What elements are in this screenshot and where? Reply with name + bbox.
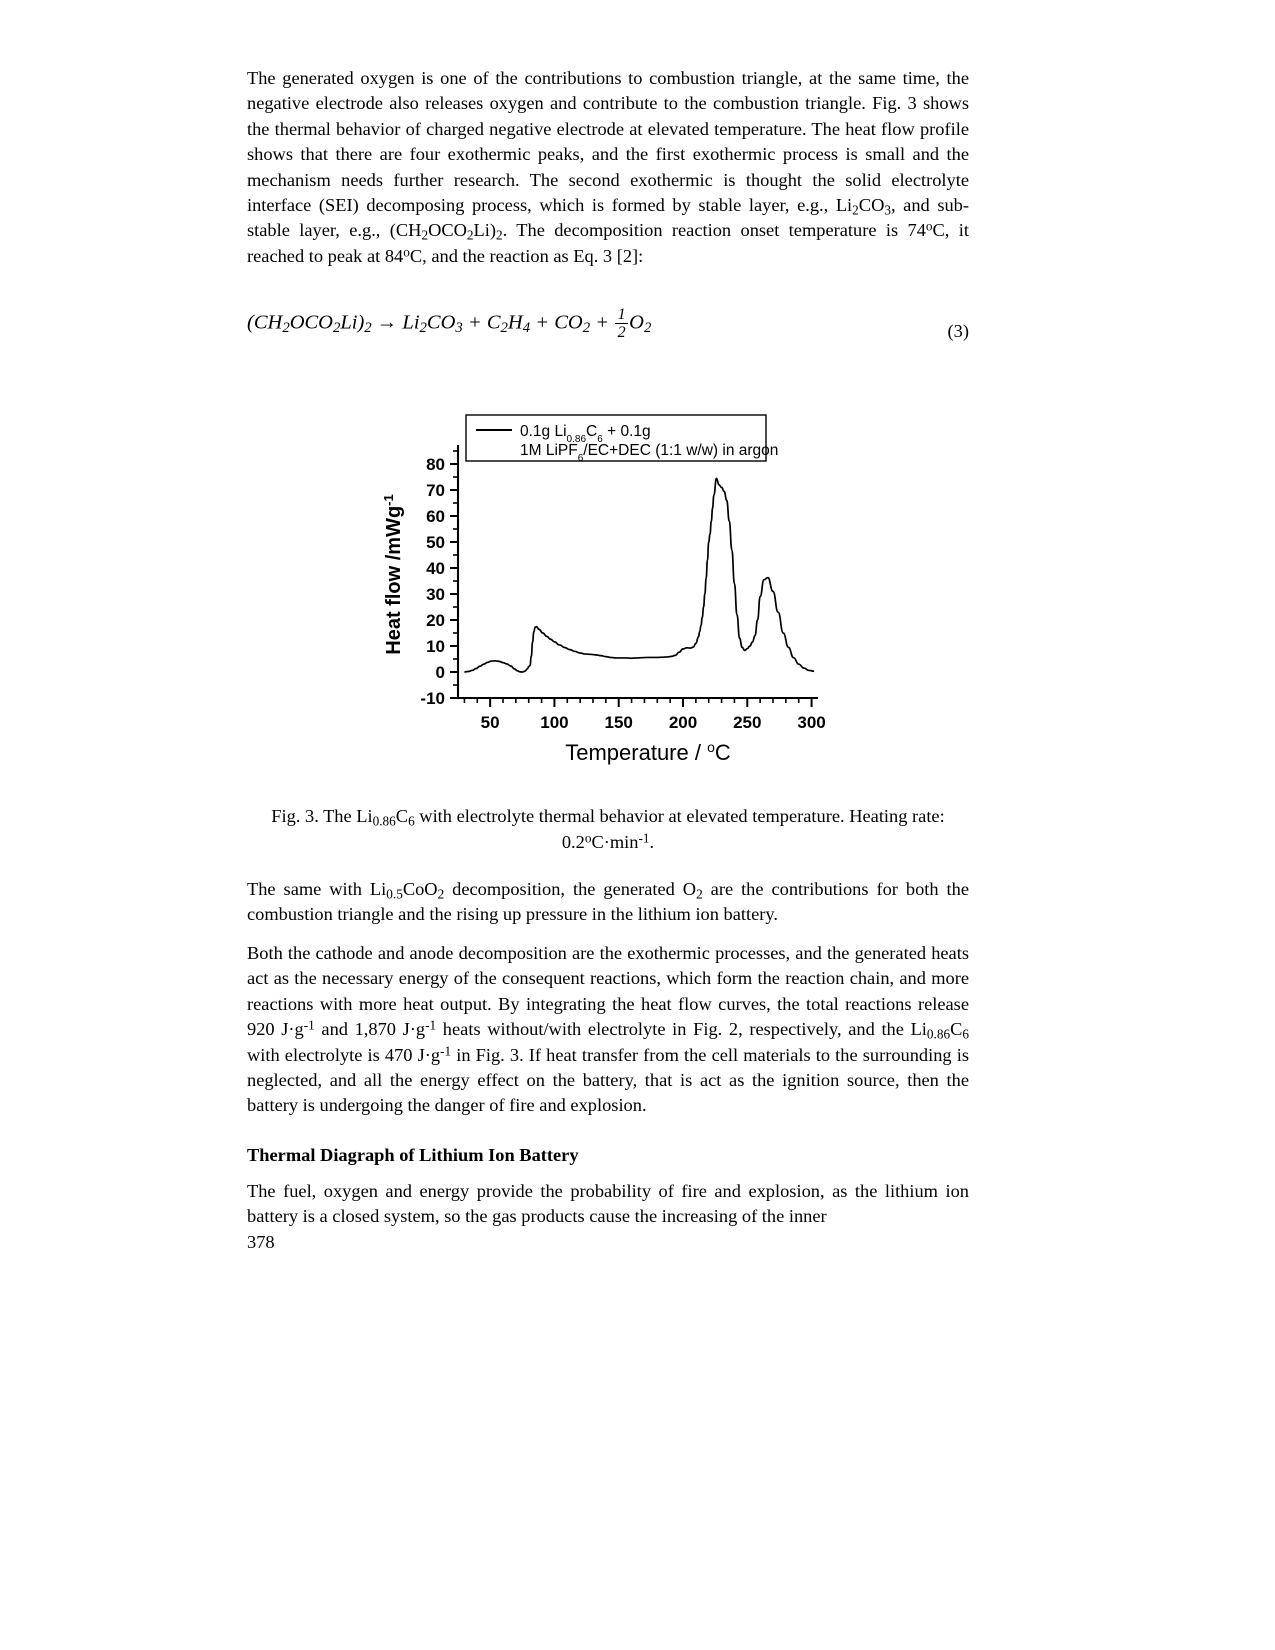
y-tick-label: 70 — [426, 481, 445, 501]
p1-sub-a: 2 — [852, 202, 859, 218]
p2-text-d: are the contributions for both the combustion triangle and the rising up pressure in the lithium ion battery. — [247, 879, 969, 925]
y-axis-title — [381, 495, 406, 655]
y-tick-label: 50 — [426, 533, 445, 553]
y-tick-label: -10 — [420, 689, 445, 709]
eq-p3: CO — [554, 311, 583, 334]
p3-sup-a: -1 — [303, 1017, 315, 1033]
p1-sub-e: 2 — [496, 227, 503, 243]
eq-frac-numerator: 1 — [617, 306, 626, 324]
x-tick-label: 250 — [733, 713, 762, 733]
p1-sup-b: o — [403, 244, 410, 260]
paragraph-3 — [247, 941, 969, 1119]
p1-sup-a: o — [925, 218, 933, 234]
p1-sub-d: 2 — [466, 227, 474, 243]
eq-p3-sub: 2 — [582, 320, 591, 337]
equation-row — [247, 307, 969, 365]
eq-p2-sub2: 4 — [522, 320, 531, 337]
paragraph-2 — [247, 877, 969, 928]
x-axis-title: Temperature / $^o$C — [565, 739, 731, 766]
eq-fraction-half — [615, 307, 628, 340]
p1-sub-b: 3 — [884, 202, 891, 218]
x-tick-label: 300 — [797, 713, 826, 733]
equation-3 — [247, 307, 651, 340]
heat-flow-curve — [464, 479, 814, 673]
eq-plus1: + — [467, 311, 482, 334]
p2-sub-a: 0.5 — [386, 886, 403, 902]
paragraph-4: The fuel, oxygen and energy provide the probability of fire and explosion, as the lithium ion battery is a closed system, so the gas products cause the increasing of the inner — [247, 1180, 969, 1227]
caption-text-b: C — [395, 806, 409, 827]
x-tick-label: 200 — [668, 713, 698, 733]
p1-text-c: , and sub-stable layer, e.g., (CH — [247, 195, 969, 241]
eq-p2b: H — [507, 311, 523, 334]
p2-text-b: CoO — [402, 879, 438, 900]
y-tick-label: 20 — [426, 611, 445, 631]
svg-text:Heat flow /mWg-1: Heat flow /mWg$^{-1}$ — [380, 494, 405, 655]
eq-p1b: CO — [426, 311, 456, 334]
page-number: 378 — [247, 1232, 275, 1252]
y-tick-label: 40 — [426, 559, 445, 579]
p3-sub-a: 0.86 — [926, 1026, 951, 1042]
p2-sub-b: 2 — [437, 886, 445, 902]
caption-text-d: C·min — [591, 831, 639, 852]
legend-label-line2: 1M LiPF$_6$/EC+DEC (1:1 w/w) in argon — [520, 442, 779, 464]
y-tick-label: 30 — [426, 585, 445, 605]
p1-text-f: . The decomposition reaction onset temperature is 74 — [502, 220, 926, 241]
caption-sup-a: o — [584, 830, 592, 846]
eq-frac-denominator: 2 — [617, 324, 626, 342]
eq-plus3: + — [595, 311, 610, 334]
eq-lhs-li: Li) — [340, 311, 365, 334]
x-tick-label: 50 — [480, 713, 500, 733]
eq-plus2: + — [535, 311, 550, 334]
x-tick-label: 150 — [604, 713, 633, 733]
caption-text-c: with electrolyte thermal behavior at elevated temperature. Heating rate: 0.2 — [414, 806, 945, 852]
eq-p4-sub: 2 — [643, 320, 652, 337]
p1-text-h: C, and the reaction as Eq. 3 [2]: — [409, 245, 644, 266]
p1-text-e: Li) — [473, 220, 497, 241]
p2-sub-c: 2 — [696, 886, 703, 902]
chart-svg — [378, 413, 838, 773]
p1-text-d: OCO — [428, 220, 467, 241]
x-tick-label: 100 — [540, 713, 569, 733]
section-heading: Thermal Diagraph of Lithium Ion Battery — [247, 1144, 579, 1165]
figure-caption — [247, 804, 969, 855]
p3-text-a: Both the cathode and anode decomposition are the exothermic processes, and the generated heats act as the necessary energy of the consequent reactions, which form the reaction chain, and more reactions with more heat output. By integrating the heat flow curves, the total reactions release 920 J·g — [247, 942, 969, 1040]
eq-lhs-open: (CH — [247, 311, 283, 334]
p3-text-f: in Fig. 3. If heat transfer from the cell materials to the surrounding is neglected, and all the energy effect on the battery, that is act as the ignition source, then the battery is undergoing the danger of fire and explosion. — [247, 1044, 969, 1116]
p3-text-e: with electrolyte is 470 J·g — [247, 1044, 441, 1065]
caption-sup-b: -1 — [638, 830, 650, 846]
p1-text-a: The generated oxygen is one of the contributions to combustion triangle, at the same time, the negative electrode also releases oxygen and contribute to the combustion triangle. Fig. 3 shows the thermal behavior of charged negative electrode at elevated temperature. The heat flow profile shows that there are four exothermic peaks, and the first exothermic process is small and the mechanism needs further research. The second exothermic is thought the solid electrolyte interface (SEI) decomposing process, which is formed by stable layer, e.g., Li — [247, 68, 969, 216]
eq-arrow: → — [376, 311, 398, 334]
y-tick-label: 80 — [426, 455, 445, 475]
eq-lhs-mid: OCO — [289, 311, 333, 334]
page-content — [247, 66, 969, 1243]
equation-number: (3) — [947, 321, 969, 342]
p1-text-b: CO — [858, 195, 885, 216]
p2-text-c: decomposition, the generated O — [444, 879, 697, 900]
axis-lines — [458, 445, 818, 698]
eq-p1: Li — [402, 311, 420, 334]
eq-lhs-sub2: 2 — [332, 320, 341, 337]
p3-sup-b: -1 — [425, 1017, 437, 1033]
p1-text-g: C, it reached to peak at 84 — [247, 220, 969, 266]
caption-text-e: . — [649, 831, 655, 852]
p2-text-a: The same with Li — [247, 879, 387, 900]
caption-text-a: Fig. 3. The Li — [271, 806, 373, 827]
eq-lhs-sub3: 2 — [364, 320, 372, 337]
y-tick-label: 0 — [435, 663, 445, 683]
p3-text-c: heats without/with electrolyte in Fig. 2, respectively, and the Li — [436, 1019, 927, 1040]
p1-sub-c: 2 — [421, 227, 429, 243]
y-tick-label: 10 — [426, 637, 445, 657]
eq-p2-sub: 2 — [500, 320, 508, 337]
p3-text-d: C — [950, 1019, 963, 1040]
legend-label-line1: 0.1g $Li_{0.86}C_6 + 0.1g$ — [520, 423, 651, 445]
p3-sub-b: 6 — [962, 1026, 969, 1042]
figure-3 — [247, 413, 969, 855]
eq-p1-sub: 2 — [419, 320, 427, 337]
y-tick-label: 60 — [426, 507, 445, 527]
eq-p1-sub2: 3 — [455, 320, 463, 337]
eq-p2: C — [486, 311, 501, 334]
paragraph-1 — [247, 66, 969, 269]
caption-sub-a: 0.86 — [372, 813, 396, 829]
p3-text-b: and 1,870 J·g — [314, 1019, 426, 1040]
p3-sup-c: -1 — [440, 1042, 452, 1058]
eq-lhs-sub1: 2 — [282, 320, 290, 337]
caption-sub-b: 6 — [408, 813, 415, 829]
eq-p4: O — [629, 311, 644, 334]
heat-flow-chart — [378, 413, 838, 778]
